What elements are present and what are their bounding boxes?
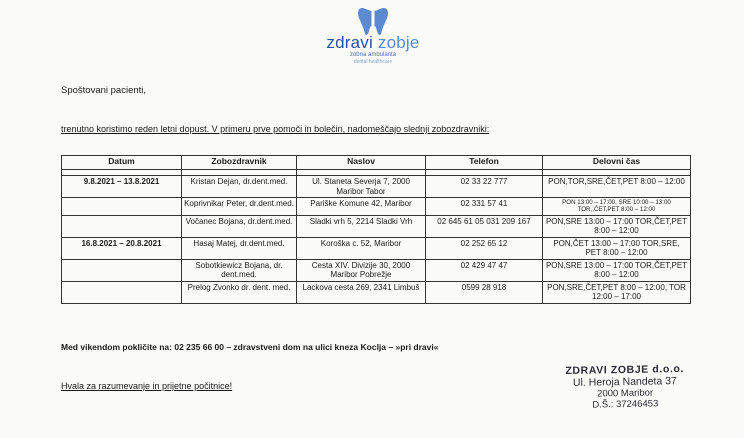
stamp-company: ZDRAVI ZOBJE d.o.o. — [565, 362, 685, 378]
cell-date — [62, 198, 182, 216]
tooth-icon — [356, 6, 390, 36]
cell-address: Cesta XIV. Divizije 30, 2000 Maribor Pobrežje — [297, 259, 426, 281]
cell-hours: PON 13:00 – 17:00, SRE 10:00 – 13:00 TOR,,ČET,PET 8:00 – 12:00 — [543, 198, 691, 216]
brand-subtitle: zobna ambulanta — [349, 52, 397, 58]
company-stamp — [560, 363, 691, 411]
cell-dentist: Hasaj Matej, dr.dent.med. — [182, 237, 297, 259]
table-row — [62, 176, 691, 198]
cell-hours: PON,SRE 13:00 – 17:00 TOR,ČET,PET 8:00 – 12:00 — [543, 215, 691, 237]
table-row — [62, 237, 691, 259]
cell-hours: PON,SRE,ČET,PET 8:00 – 12:00, TOR 12:00 – 17:00 — [543, 281, 691, 303]
cell-phone: 02 252 65 12 — [426, 237, 543, 259]
cell-phone: 02 33 22 777 — [426, 176, 543, 198]
cell-hours: PON,ČET 13:00 – 17:00 TOR,SRE, PET 8:00 – 12:00 — [543, 237, 691, 259]
stamp-city: 2000 Maribor — [597, 387, 654, 400]
cell-dentist: Sobotkiewicz Bojana, dr. dent.med. — [182, 259, 297, 281]
brand-subtitle-2: dental healthcare — [353, 59, 393, 65]
table-row — [62, 215, 691, 237]
cell-date — [62, 281, 182, 303]
header-address: Naslov — [297, 156, 426, 170]
cell-hours: PON,SRE 13:00 – 17:00 TOR,ČET,PET 8:00 – 12:00 — [543, 259, 691, 281]
clinic-logo — [318, 6, 428, 65]
cell-address: Koroška c. 52, Maribor — [297, 237, 426, 259]
table-header-row — [62, 156, 691, 170]
thanks-text: Hvala za razumevanje in prijetne počitnice! — [61, 381, 233, 391]
cell-date: 9.8.2021 – 13.8.2021 — [62, 176, 182, 198]
cell-dentist: Vočanec Bojana, dr.dent.med. — [182, 215, 297, 237]
header-phone: Telefon — [426, 156, 543, 170]
substitute-dentists-table — [61, 155, 691, 304]
cell-dentist: Koprivnikar Peter, dr.dent.med. — [182, 198, 297, 216]
cell-dentist: Prelog Zvonko dr. dent. med. — [182, 281, 297, 303]
cell-date: 16.8.2021 – 20.8.2021 — [62, 237, 182, 259]
header-date: Datum — [62, 156, 182, 170]
cell-phone: 02 429 47 47 — [426, 259, 543, 281]
table-row — [62, 259, 691, 281]
header-dentist: Zobozdravnik — [182, 156, 297, 170]
stamp-tax-number: D.Š.: 37246453 — [592, 398, 659, 411]
intro-text: trenutno koristimo reden letni dopust. V primeru prve pomoči in bolečin, nadomeščajo slednji zobozdravniki: — [61, 124, 490, 134]
stamp-street: Ul. Heroja Nandeta 37 — [572, 375, 677, 389]
cell-hours: PON,TOR,SRE,ČET,PET 8:00 – 12:00 — [543, 176, 691, 198]
cell-date — [62, 259, 182, 281]
table-row — [62, 198, 691, 216]
table-row — [62, 281, 691, 303]
brand-name: zdravi zobje — [326, 33, 420, 52]
weekend-note: Med vikendom pokličite na: 02 235 66 00 – zdravstveni dom na ulici kneza Koclja – »pri dravi« — [61, 342, 439, 352]
cell-address: Pariške Komune 42, Maribor — [297, 198, 426, 216]
cell-date — [62, 215, 182, 237]
cell-address: Sladki vrh 5, 2214 Sladki Vrh — [297, 215, 426, 237]
cell-dentist: Kristan Dejan, dr.dent.med. — [182, 176, 297, 198]
cell-address: Ul. Staneta Severja 7, 2000 Maribor Tabor — [297, 176, 426, 198]
cell-phone: 02 645 61 05 031 209 167 — [426, 215, 543, 237]
header-hours: Delovni čas — [543, 156, 691, 170]
cell-phone: 0599 28 918 — [426, 281, 543, 303]
greeting: Spoštovani pacienti, — [61, 85, 147, 96]
cell-phone: 02 331 57 41 — [426, 198, 543, 216]
cell-address: Lackova cesta 269, 2341 Limbuš — [297, 281, 426, 303]
